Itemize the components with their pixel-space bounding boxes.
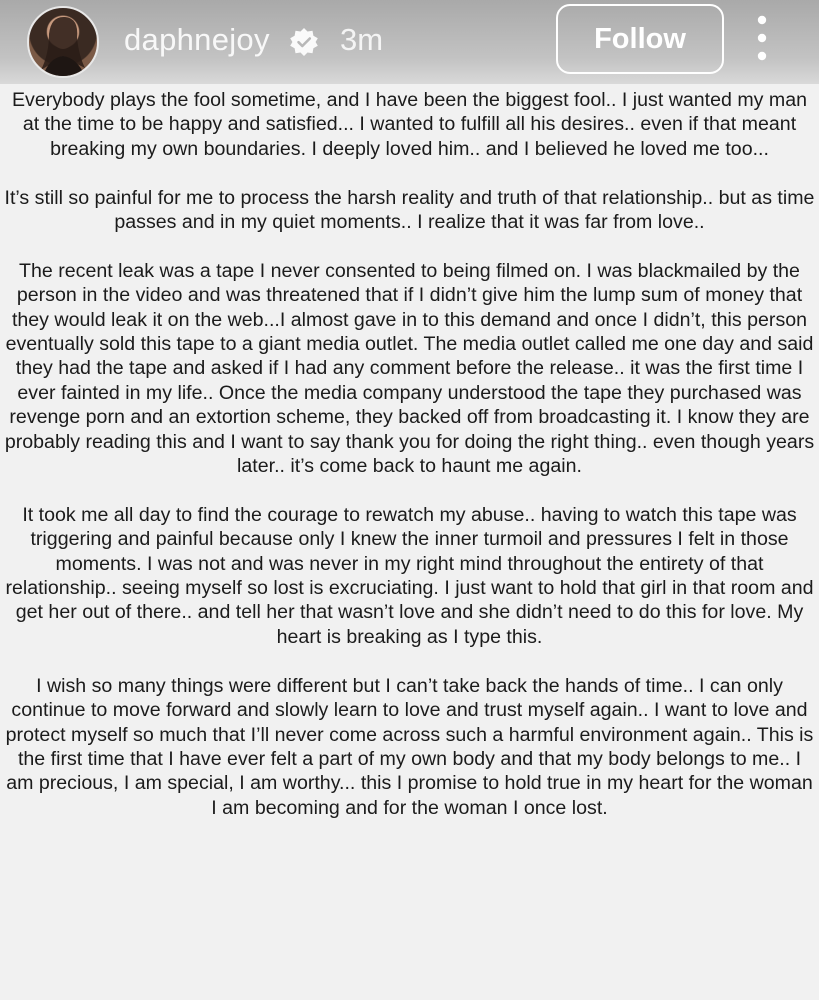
caption-paragraph: It took me all day to find the courage to rewatch my abuse.. having to watch this tape was triggering and painful because only I knew the inner turmoil and pressures I felt in those moments. I was not and was never in my right mind throughout the entirety of that relationship.. seeing myself so lost is excruciating. I just want to hold that girl in that room and get her out of there.. and tell her that wasn’t love and she didn’t need to do this for love. My heart is breaking as I type this. bbox=[5, 503, 814, 648]
caption-paragraph: The recent leak was a tape I never consented to being filmed on. I was blackmailed by the person in the video and was threatened that if I didn’t give him the lump sum of money that they would leak it on the web...I almost gave in to this demand and once I didn’t, this person eventually sold this tape to a giant media outlet. The media outlet called me one day and said they had the tape and asked if I had any comment before the release.. it was the first time I ever fainted in my life.. Once the media company understood the tape they purchased was revenge porn and an extortion scheme, they backed off from broadcasting it. I know they are probably reading this and I want to say thank you for doing the right thing.. even though years later.. it’s come back to haunt me again. bbox=[4, 259, 815, 478]
caption-paragraph: It’s still so painful for me to process the harsh reality and truth of that relationship.. but as time passes and in my quiet moments.. I realize that it was far from love.. bbox=[4, 186, 815, 234]
post-caption bbox=[4, 88, 815, 820]
caption-paragraph: I wish so many things were different but I can’t take back the hands of time.. I can only continue to move forward and slowly learn to love and trust myself again.. I want to love and protect myself so much that I’ll never come across such a harmful environment again.. This is the first time that I have ever felt a part of my own body and that my body belongs to me.. I am precious, I am special, I am worthy... this I promise to hold true in my heart for the woman I am becoming and for the woman I once lost. bbox=[5, 674, 814, 819]
caption-paragraph: Everybody plays the fool sometime, and I have been the biggest fool.. I just wanted my man at the time to be happy and satisfied... I wanted to fulfill all his desires.. even if that meant breaking my own boundaries. I deeply loved him.. and I believed he loved me too... bbox=[11, 89, 808, 160]
post-timestamp: 3m bbox=[340, 22, 384, 57]
story-header bbox=[0, 0, 819, 84]
verified-badge-icon bbox=[289, 27, 319, 57]
avatar[interactable] bbox=[27, 6, 99, 78]
vertical-ellipsis-icon[interactable] bbox=[750, 8, 774, 68]
username[interactable]: daphnejoy bbox=[124, 22, 270, 57]
avatar-photo-icon bbox=[29, 8, 97, 76]
follow-button[interactable]: Follow bbox=[556, 4, 724, 74]
